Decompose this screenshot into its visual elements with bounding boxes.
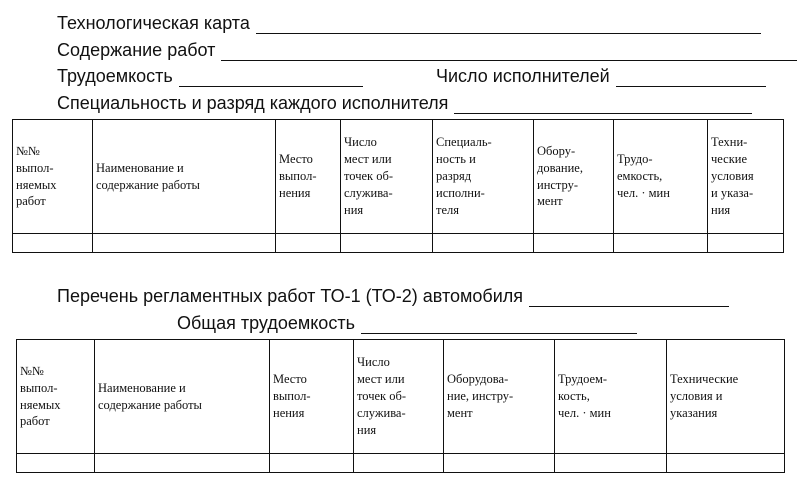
t1-header-num: №№ выпол- няемых работ	[13, 120, 93, 234]
t2-cell[interactable]	[95, 454, 270, 473]
t2-header-labor: Трудоем- кость, чел. · мин	[555, 340, 667, 454]
t1-cell[interactable]	[708, 234, 784, 253]
t2-empty-row	[17, 454, 785, 473]
t2-cell[interactable]	[444, 454, 555, 473]
specialty-label: Специальность и разряд каждого исполнителя	[57, 93, 449, 113]
total-labor-line	[177, 313, 637, 334]
work-content-line	[57, 40, 797, 61]
workers-line	[436, 66, 766, 87]
t1-cell[interactable]	[93, 234, 276, 253]
total-labor-blank[interactable]	[361, 319, 637, 334]
t2-header-place: Место выпол- нения	[270, 340, 354, 454]
t1-empty-row	[13, 234, 784, 253]
t1-header-conditions: Техни- ческие условия и указа- ния	[708, 120, 784, 234]
t1-header-equipment: Обору- дование, инстру- мент	[534, 120, 614, 234]
t1-cell[interactable]	[13, 234, 93, 253]
t2-header-conditions: Технические условия и указания	[667, 340, 785, 454]
work-content-label: Содержание работ	[57, 40, 216, 60]
t2-header-name: Наименование и содержание работы	[95, 340, 270, 454]
tech-card-label: Технологическая карта	[57, 13, 250, 33]
t1-cell[interactable]	[534, 234, 614, 253]
t2-header-points: Число мест или точек об- служива- ния	[354, 340, 444, 454]
t2-cell[interactable]	[17, 454, 95, 473]
specialty-line	[57, 93, 752, 114]
total-labor-label: Общая трудоемкость	[177, 313, 355, 333]
t1-cell[interactable]	[433, 234, 534, 253]
t1-header-place: Место выпол- нения	[276, 120, 341, 234]
t2-cell[interactable]	[555, 454, 667, 473]
t2-header-num: №№ выпол- няемых работ	[17, 340, 95, 454]
labor-blank[interactable]	[179, 72, 363, 87]
t1-header-labor: Трудо- емкость, чел. · мин	[614, 120, 708, 234]
tech-card-line	[57, 13, 761, 34]
list-line	[57, 286, 729, 307]
t1-cell[interactable]	[341, 234, 433, 253]
list-label: Перечень регламентных работ ТО-1 (ТО-2) автомобиля	[57, 286, 524, 306]
labor-line	[57, 66, 363, 87]
workers-blank[interactable]	[616, 72, 766, 87]
t2-cell[interactable]	[667, 454, 785, 473]
t1-cell[interactable]	[614, 234, 708, 253]
t2-cell[interactable]	[270, 454, 354, 473]
workers-label: Число исполнителей	[436, 66, 610, 86]
t2-header-equipment: Оборудова- ние, инстру- мент	[444, 340, 555, 454]
t1-header-points: Число мест или точек об- служива- ния	[341, 120, 433, 234]
work-content-blank[interactable]	[221, 46, 797, 61]
specialty-blank[interactable]	[454, 99, 752, 114]
t1-header-name: Наименование и содержание работы	[93, 120, 276, 234]
tech-card-blank[interactable]	[256, 19, 761, 34]
labor-label: Трудоемкость	[57, 66, 173, 86]
t1-cell[interactable]	[276, 234, 341, 253]
t2-cell[interactable]	[354, 454, 444, 473]
t1-header-specialty: Специаль- ность и разряд исполни- теля	[433, 120, 534, 234]
regulation-table	[16, 339, 785, 473]
tech-card-table	[12, 119, 784, 253]
list-blank[interactable]	[529, 292, 729, 307]
